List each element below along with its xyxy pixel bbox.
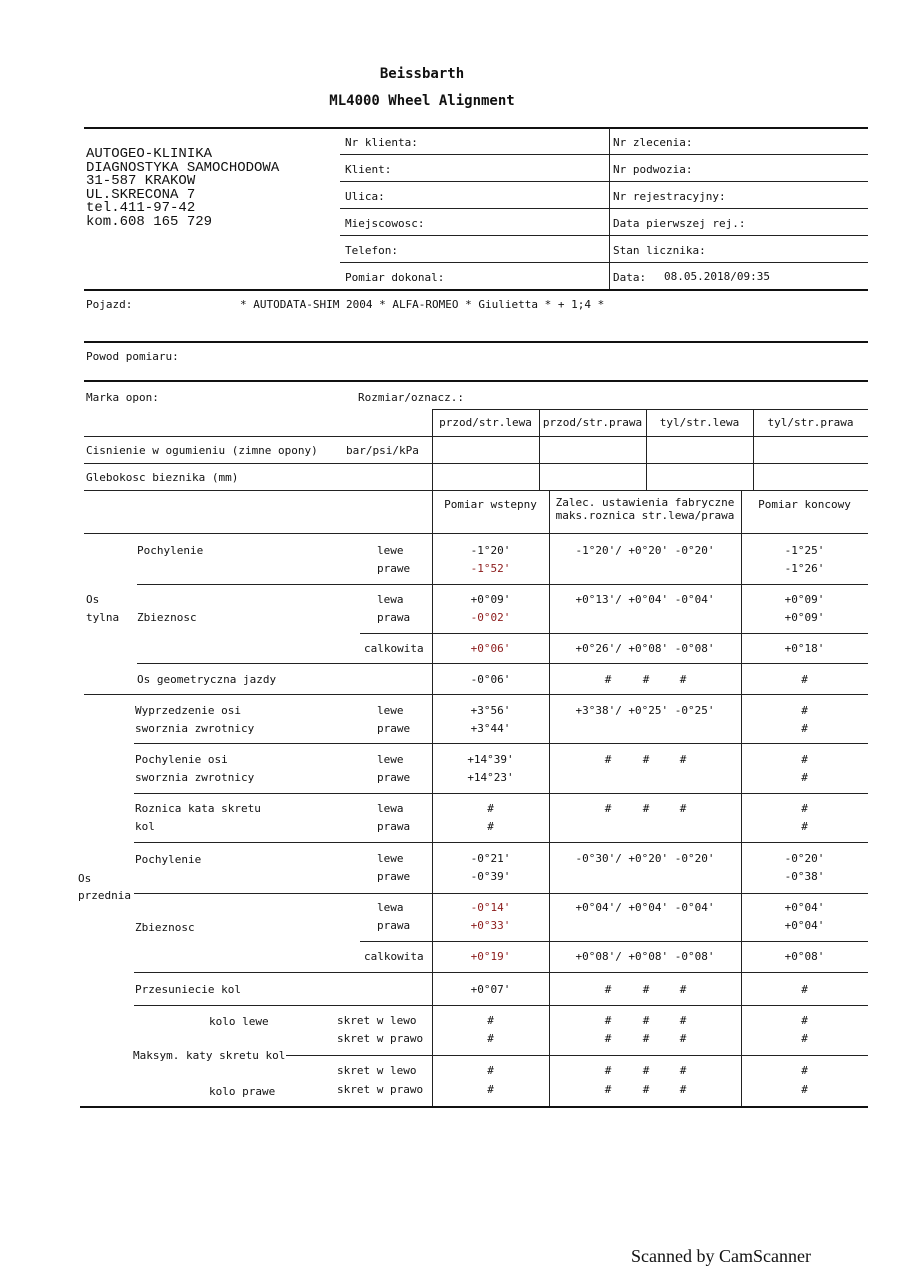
rear-toe-right-final: +0°09' <box>784 611 825 624</box>
front-camber-right-final: -0°38' <box>784 870 825 883</box>
rear-camber-left-final: -1°25' <box>784 544 825 557</box>
right-wheel-label: kolo prawe <box>209 1085 276 1098</box>
steer-direction-label: skret w prawo <box>337 1083 424 1096</box>
left-wheel-label: kolo lewe <box>209 1015 269 1028</box>
setback-factory-mark: # <box>679 983 687 996</box>
scanner-watermark: Scanned by CamScanner <box>631 1246 811 1266</box>
sai-left-final: # <box>801 753 808 766</box>
rear-camber-factory: -1°20'/ +0°20' -0°20' <box>575 544 715 557</box>
initial-measurement-header: Pomiar wstepny <box>444 498 537 511</box>
rear-camber-label: Pochylenie <box>137 544 204 557</box>
registration-label: Nr rejestracyjny: <box>613 190 726 203</box>
max-steer-mark: # <box>487 1064 494 1077</box>
company-mobile: kom.608 165 729 <box>86 213 213 230</box>
max-steer-mark: # <box>604 1014 612 1027</box>
front-camber-left-initial: -0°21' <box>470 852 511 865</box>
side-label: prawe <box>377 870 411 883</box>
max-steer-mark: # <box>487 1032 494 1045</box>
rear-axle-label-line2: tylna <box>86 611 120 624</box>
measured-by-label: Pomiar dokonal: <box>345 271 445 284</box>
side-label: prawe <box>377 722 411 735</box>
max-steer-mark: # <box>487 1083 494 1096</box>
max-steer-mark: # <box>604 1083 612 1096</box>
caster-left-final: # <box>801 704 808 717</box>
setback-final: # <box>801 983 808 996</box>
side-label: lewe <box>377 704 404 717</box>
side-label: lewa <box>377 593 404 606</box>
max-steer-mark: # <box>801 1032 808 1045</box>
client-label: Klient: <box>345 163 392 176</box>
sai-factory-mark: # <box>642 753 650 766</box>
sai-right-final: # <box>801 771 808 784</box>
col-rear-right: tyl/str.prawa <box>767 416 854 429</box>
front-total-toe-factory: +0°08'/ +0°08' -0°08' <box>575 950 715 963</box>
date-label: Data: <box>613 271 647 284</box>
max-steer-mark: # <box>642 1064 650 1077</box>
side-label: prawe <box>377 562 411 575</box>
sai-label <box>135 753 254 784</box>
col-rear-left: tyl/str.lewa <box>659 416 740 429</box>
thrust-factory-mark: # <box>642 673 650 686</box>
side-label: lewe <box>377 544 404 557</box>
pressure-label: Cisnienie w ogumieniu (zimne opony) <box>86 444 318 457</box>
side-label: lewa <box>377 802 404 815</box>
rear-total-toe-final: +0°18' <box>784 642 825 655</box>
front-camber-label: Pochylenie <box>135 853 202 866</box>
caster-label-line1: Wyprzedzenie osi <box>135 704 241 717</box>
rear-total-toe-initial: +0°06' <box>470 642 511 655</box>
sai-label-line1: Pochylenie osi <box>135 753 228 766</box>
side-label: prawa <box>377 919 411 932</box>
rear-toe-right-initial: -0°02' <box>470 611 511 624</box>
toe-out-right-initial: # <box>487 820 494 833</box>
setback-factory-mark: # <box>642 983 650 996</box>
front-camber-left-final: -0°20' <box>784 852 825 865</box>
sai-left-initial: +14°39' <box>467 753 514 766</box>
tyre-brand-label: Marka opon: <box>86 391 159 404</box>
front-toe-label: Zbieznosc <box>135 921 195 934</box>
company-line: DIAGNOSTYKA SAMOCHODOWA <box>86 159 280 176</box>
rear-camber-right-initial: -1°52' <box>470 562 511 575</box>
front-camber-factory: -0°30'/ +0°20' -0°20' <box>575 852 715 865</box>
setback-label: Przesuniecie kol <box>135 983 241 996</box>
thrust-factory-mark: # <box>679 673 687 686</box>
factory-settings-header <box>549 496 741 522</box>
steer-direction-label: skret w prawo <box>337 1032 424 1045</box>
caster-factory: +3°38'/ +0°25' -0°25' <box>575 704 715 717</box>
col-front-right: przod/str.prawa <box>542 416 643 429</box>
tread-depth-label: Glebokosc bieznika (mm) <box>86 471 239 484</box>
max-steer-label: Maksym. katy skretu kol <box>133 1049 286 1062</box>
max-steer-mark: # <box>679 1014 687 1027</box>
toe-out-left-initial: # <box>487 802 494 815</box>
rear-toe-left-initial: +0°09' <box>470 593 511 606</box>
vin-label: Nr podwozia: <box>613 163 693 176</box>
side-label: prawa <box>377 611 411 624</box>
sai-label-line2: sworznia zwrotnicy <box>135 771 255 784</box>
front-total-toe-final: +0°08' <box>784 950 825 963</box>
max-steer-mark: # <box>801 1014 808 1027</box>
caster-right-initial: +3°44' <box>470 722 511 735</box>
max-steer-mark: # <box>679 1083 687 1096</box>
side-label: prawa <box>377 820 411 833</box>
steer-direction-label: skret w lewo <box>337 1064 417 1077</box>
table-bottom-rule <box>80 1106 868 1108</box>
rear-axle-label-line1: Os <box>86 593 100 606</box>
pressure-units: bar/psi/kPa <box>346 444 419 457</box>
client-number-label: Nr klienta: <box>345 136 418 149</box>
max-steer-mark: # <box>679 1032 687 1045</box>
toe-out-label <box>135 802 261 833</box>
max-steer-mark: # <box>801 1083 808 1096</box>
front-total-toe-initial: +0°19' <box>470 950 511 963</box>
caster-label-line2: sworznia zwrotnicy <box>135 722 255 735</box>
rear-toe-factory: +0°13'/ +0°04' -0°04' <box>575 593 715 606</box>
side-label: lewa <box>377 901 404 914</box>
front-toe-factory: +0°04'/ +0°04' -0°04' <box>575 901 715 914</box>
side-label: lewe <box>377 852 404 865</box>
front-axle-label-line2: przednia <box>78 889 131 902</box>
caster-label <box>135 704 254 735</box>
date-value: 08.05.2018/09:35 <box>664 270 770 283</box>
rear-camber-left-initial: -1°20' <box>470 544 511 557</box>
company-address <box>86 148 279 229</box>
max-steer-mark: # <box>679 1064 687 1077</box>
factory-header-line1: Zalec. ustawienia fabryczne <box>555 496 735 509</box>
max-steer-mark: # <box>604 1032 612 1045</box>
setback-initial: +0°07' <box>470 983 511 996</box>
phone-label: Telefon: <box>345 244 398 257</box>
city-label: Miejscowosc: <box>345 217 425 230</box>
col-front-left: przod/str.lewa <box>439 416 532 429</box>
reason-label: Powod pomiaru: <box>86 350 179 363</box>
rear-toe-label: Zbieznosc <box>137 611 197 624</box>
thrust-initial: -0°06' <box>470 673 511 686</box>
caster-left-initial: +3°56' <box>470 704 511 717</box>
header-top-rule <box>84 127 868 129</box>
rear-total-toe-label: calkowita <box>364 642 424 655</box>
report-title: ML4000 Wheel Alignment <box>329 93 515 109</box>
odometer-label: Stan licznika: <box>613 244 706 257</box>
order-number-label: Nr zlecenia: <box>613 136 693 149</box>
toe-out-left-final: # <box>801 802 808 815</box>
toe-out-label-line1: Roznica kata skretu <box>135 802 261 815</box>
max-steer-mark: # <box>642 1014 650 1027</box>
company-line: UL.SKRECONA 7 <box>86 186 196 203</box>
thrust-final: # <box>801 673 808 686</box>
sai-right-initial: +14°23' <box>467 771 514 784</box>
final-measurement-header: Pomiar koncowy <box>758 498 851 511</box>
company-line: 31-587 KRAKOW <box>86 173 196 189</box>
toe-out-factory-mark: # <box>604 802 612 815</box>
factory-header-line2: maks.roznica str.lewa/prawa <box>555 509 735 522</box>
brand-title: Beissbarth <box>379 66 465 82</box>
max-steer-mark: # <box>642 1083 650 1096</box>
max-steer-mark: # <box>801 1064 808 1077</box>
max-steer-mark: # <box>487 1014 494 1027</box>
max-steer-mark: # <box>604 1064 612 1077</box>
company-name: AUTOGEO-KLINIKA <box>86 146 213 162</box>
rear-total-toe-factory: +0°26'/ +0°08' -0°08' <box>575 642 715 655</box>
company-phone: tel.411-97-42 <box>86 200 196 216</box>
thrust-factory-mark: # <box>604 673 612 686</box>
caster-right-final: # <box>801 722 808 735</box>
toe-out-right-final: # <box>801 820 808 833</box>
front-total-toe-label: calkowita <box>364 950 424 963</box>
front-camber-right-initial: -0°39' <box>470 870 511 883</box>
toe-out-factory-mark: # <box>679 802 687 815</box>
front-axle-label-line1: Os <box>78 872 92 885</box>
front-toe-left-initial: -0°14' <box>470 901 511 914</box>
thrust-axis-label: Os geometryczna jazdy <box>137 673 277 686</box>
steer-direction-label: skret w lewo <box>337 1014 417 1027</box>
front-toe-left-final: +0°04' <box>784 901 825 914</box>
sai-factory-mark: # <box>679 753 687 766</box>
toe-out-label-line2: kol <box>135 820 155 833</box>
sai-factory-mark: # <box>604 753 612 766</box>
side-label: lewe <box>377 753 404 766</box>
front-toe-right-final: +0°04' <box>784 919 825 932</box>
setback-factory-mark: # <box>604 983 612 996</box>
side-label: prawe <box>377 771 411 784</box>
vehicle-value: * AUTODATA-SHIM 2004 * ALFA-ROMEO * Giulietta * + 1;4 * <box>240 298 605 311</box>
first-registration-label: Data pierwszej rej.: <box>613 217 746 230</box>
street-label: Ulica: <box>345 190 385 203</box>
rear-camber-right-final: -1°26' <box>784 562 825 575</box>
max-steer-mark: # <box>642 1032 650 1045</box>
vehicle-label: Pojazd: <box>86 298 133 311</box>
front-toe-right-initial: +0°33' <box>470 919 511 932</box>
toe-out-factory-mark: # <box>642 802 650 815</box>
rear-toe-left-final: +0°09' <box>784 593 825 606</box>
tyre-size-label: Rozmiar/oznacz.: <box>358 391 464 404</box>
